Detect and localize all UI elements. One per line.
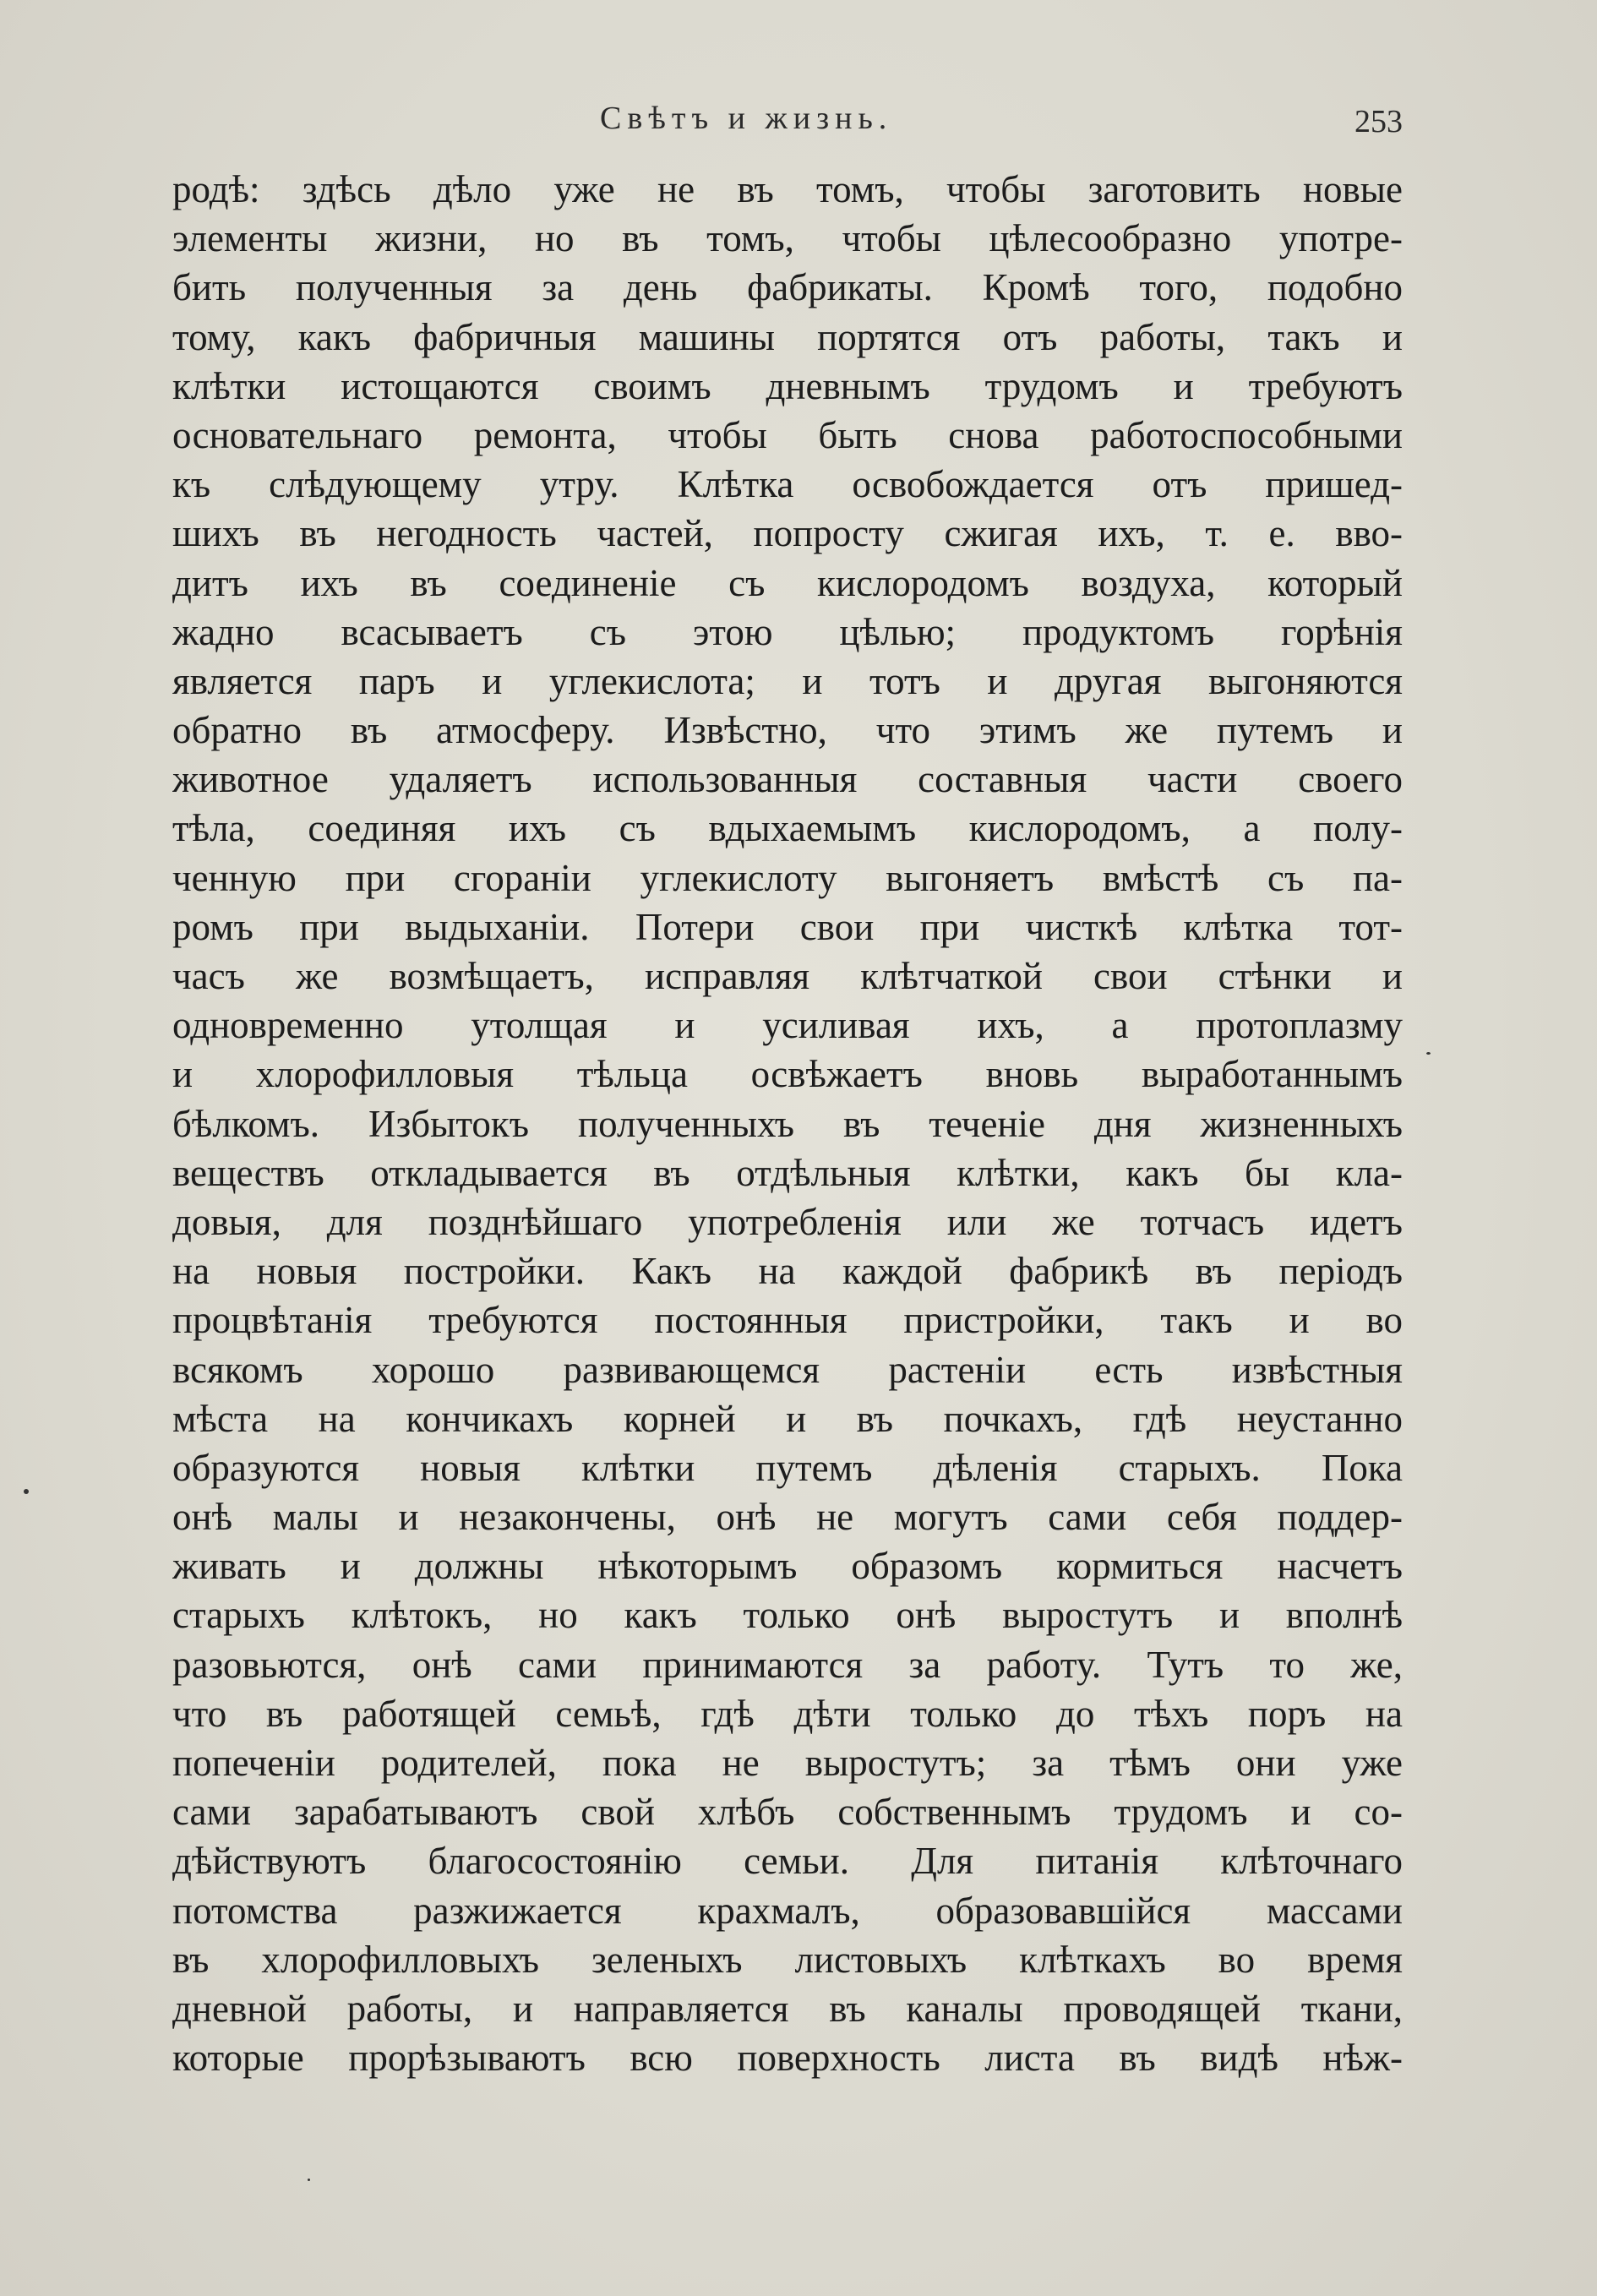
text-line: живать и должны нѣкоторымъ образомъ кормиться насчетъ: [172, 1545, 1403, 1588]
text-line: старыхъ клѣтокъ, но какъ только онѣ выростутъ и вполнѣ: [172, 1594, 1403, 1637]
text-line: дневной работы, и направляется въ каналы проводящей ткани,: [172, 1987, 1403, 2030]
text-line: часъ же возмѣщаетъ, исправляя клѣтчаткой свои стѣнки и: [172, 955, 1403, 997]
text-line: ченную при сгораніи углекислоту выгоняетъ вмѣстѣ съ па-: [172, 856, 1403, 899]
text-line: потомства разжижается крахмалъ, образовавшійся массами: [172, 1889, 1403, 1932]
text-line: жадно всасываетъ съ этою цѣлью; продуктомъ горѣнія: [172, 610, 1403, 653]
text-line: является паръ и углекислота; и тотъ и другая выгоняются: [172, 659, 1403, 702]
text-line: основательнаго ремонта, чтобы быть снова работоспособными: [172, 413, 1403, 456]
text-line: попеченіи родителей, пока не выростутъ; за тѣмъ они уже: [172, 1742, 1403, 1784]
text-line: тѣла, соединяя ихъ съ вдыхаемымъ кислородомъ, а полу-: [172, 807, 1403, 850]
text-line: шихъ въ негодность частей, попросту сжигая ихъ, т. е. вво-: [172, 512, 1403, 555]
text-line: которые прорѣзываютъ всю поверхность листа въ видѣ нѣж-: [172, 2037, 1403, 2080]
text-line: бѣлкомъ. Избытокъ полученныхъ въ теченіе дня жизненныхъ: [172, 1102, 1403, 1145]
text-line: животное удаляетъ использованныя составныя части своего: [172, 758, 1403, 801]
text-line: къ слѣдующему утру. Клѣтка освобождается отъ пришед-: [172, 463, 1403, 506]
text-line: веществъ откладывается въ отдѣльныя клѣтки, какъ бы кла-: [172, 1151, 1403, 1194]
text-line: разовьются, онѣ сами принимаются за работу. Тутъ то же,: [172, 1643, 1403, 1686]
text-line: довыя, для позднѣйшаго употребленія или же тотчасъ идетъ: [172, 1200, 1403, 1243]
text-line: и хлорофилловыя тѣльца освѣжаетъ вновь выработаннымъ: [172, 1053, 1403, 1096]
text-line: клѣтки истощаются своимъ дневнымъ трудомъ и требуютъ: [172, 364, 1403, 407]
text-line: въ хлорофилловыхъ зеленыхъ листовыхъ клѣткахъ во время: [172, 1938, 1403, 1981]
text-line: обратно въ атмосферу. Извѣстно, что этимъ же путемъ и: [172, 709, 1403, 752]
text-line: образуются новыя клѣтки путемъ дѣленія старыхъ. Пока: [172, 1446, 1403, 1489]
text-line: на новыя постройки. Какъ на каждой фабрикѣ въ періодъ: [172, 1250, 1403, 1293]
text-line: онѣ малы и незакончены, онѣ не могутъ сами себя поддер-: [172, 1496, 1403, 1539]
print-speck: [308, 2179, 310, 2181]
text-line: элементы жизни, но въ томъ, чтобы цѣлесообразно употре-: [172, 217, 1403, 260]
text-line: сами зарабатываютъ свой хлѣбъ собственнымъ трудомъ и со-: [172, 1791, 1403, 1834]
text-line: мѣста на кончикахъ корней и въ почкахъ, гдѣ неустанно: [172, 1397, 1403, 1440]
text-line: всякомъ хорошо развивающемся растеніи есть извѣстныя: [172, 1348, 1403, 1391]
print-speck: [24, 1489, 29, 1494]
page-number: 253: [1354, 104, 1403, 139]
text-line: родѣ: здѣсь дѣло уже не въ томъ, чтобы заготовить новые: [172, 168, 1403, 210]
text-line: тому, какъ фабричныя машины портятся отъ работы, такъ и: [172, 315, 1403, 358]
text-line: дитъ ихъ въ соединеніе съ кислородомъ воздуха, который: [172, 561, 1403, 604]
text-line: бить полученныя за день фабрикаты. Кромѣ того, подобно: [172, 266, 1403, 309]
text-line: дѣйствуютъ благосостоянію семьи. Для питанія клѣточнаго: [172, 1840, 1403, 1883]
print-speck: [1426, 1052, 1431, 1055]
text-line: процвѣтанія требуются постоянныя пристройки, такъ и во: [172, 1299, 1403, 1342]
text-line: ромъ при выдыханіи. Потери свои при чисткѣ клѣтка тот-: [172, 905, 1403, 948]
body-text: [172, 165, 1403, 2082]
text-line: что въ работящей семьѣ, гдѣ дѣти только до тѣхъ поръ на: [172, 1692, 1403, 1735]
text-line: одновременно утолщая и усиливая ихъ, а протоплазму: [172, 1004, 1403, 1047]
running-title: Свѣтъ и жизнь.: [600, 101, 893, 136]
